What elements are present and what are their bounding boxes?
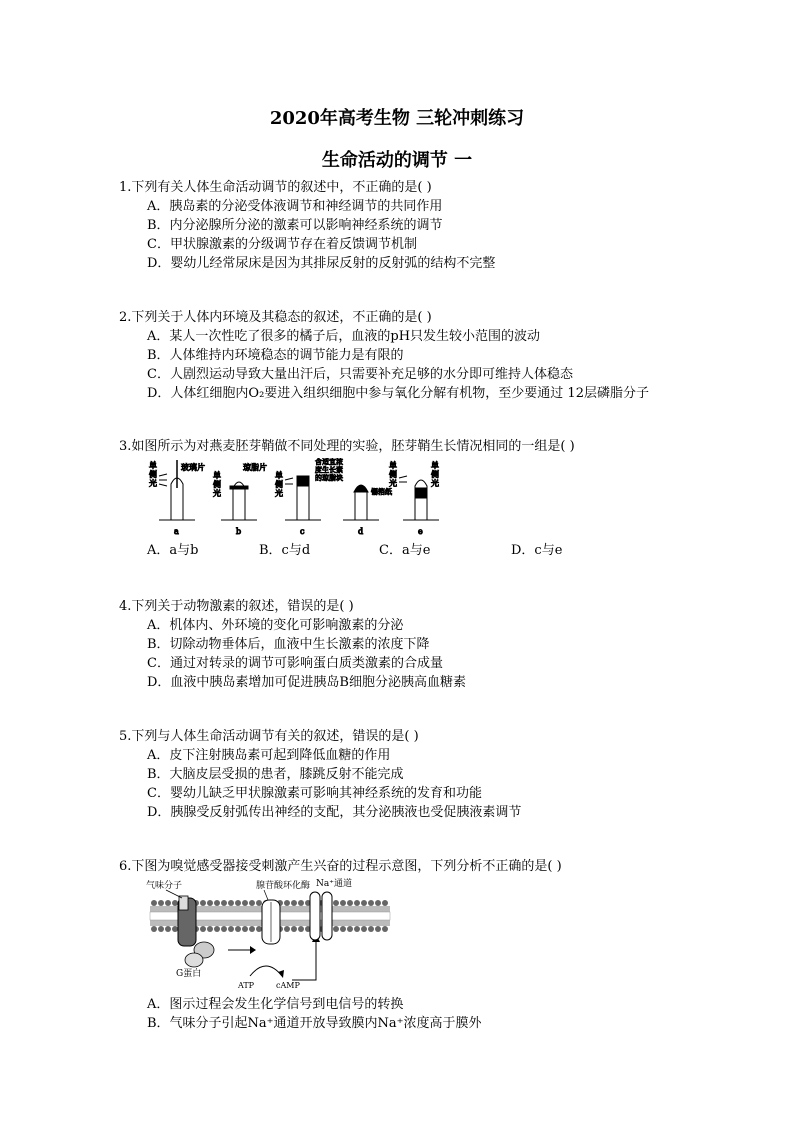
question-stem: 5.下列与人体生命活动调节有关的叙述，错误的是( ): [119, 729, 419, 744]
option-c: C．通过对转录的调节可影响蛋白质类激素的合成量: [147, 656, 443, 671]
lipid-head: [200, 926, 206, 932]
lipid-head: [354, 926, 360, 932]
lipid-head: [228, 900, 234, 906]
svg-text:光: 光: [275, 489, 283, 498]
label-c: c: [300, 527, 305, 536]
svg-text:光: 光: [149, 479, 157, 488]
question-stem: 4.下列关于动物激素的叙述，错误的是( ): [119, 599, 354, 614]
lipid-head: [242, 926, 248, 932]
lipid-head: [291, 900, 297, 906]
lipid-head: [214, 926, 220, 932]
lipid-head: [221, 900, 227, 906]
lipid-head: [347, 900, 353, 906]
olfactory-figure: [146, 876, 396, 994]
option-c: C．人剧烈运动导致大量出汗后，只需要补充足够的水分即可维持人体稳态: [147, 367, 573, 382]
svg-text:度生长素: 度生长素: [315, 466, 343, 474]
svg-text:的琼脂块: 的琼脂块: [315, 474, 343, 482]
na-channel-right: [322, 892, 332, 940]
lipid-head: [361, 900, 367, 906]
page-title: 2020年高考生物 三轮冲刺练习: [269, 108, 525, 129]
odor-label: 气味分子: [146, 881, 183, 891]
question-stem: 3.如图所示为对燕麦胚芽鞘做不同处理的实验，胚芽鞘生长情况相同的一组是( ): [119, 439, 575, 454]
lipid-head: [298, 900, 304, 906]
svg-text:光: 光: [389, 479, 397, 488]
lipid-head: [165, 900, 171, 906]
option-a: A．机体内、外环境的变化可影响激素的分泌: [147, 618, 404, 633]
svg-text:单: 单: [389, 461, 397, 470]
option-c: C．婴幼儿缺乏甲状腺激素可影响其神经系统的发育和功能: [147, 786, 482, 801]
lipid-head: [291, 926, 297, 932]
svg-text:侧: 侧: [389, 470, 397, 479]
question-6-options: [119, 995, 482, 1033]
lipid-head: [361, 926, 367, 932]
lipid-head: [165, 926, 171, 932]
lipid-head: [172, 926, 178, 932]
camp-label: cAMP: [276, 981, 300, 990]
glass-label: 玻璃片: [181, 463, 205, 472]
lipid-head: [235, 900, 241, 906]
option-a: A．某人一次性吃了很多的橘子后，血液的pH只发生较小范围的波动: [147, 329, 541, 344]
agar-label: 琼脂片: [243, 463, 267, 472]
option-b: B．人体维持内环境稳态的调节能力是有限的: [147, 348, 404, 363]
lipid-head: [368, 900, 374, 906]
lipid-head: [158, 900, 164, 906]
lipid-head: [347, 926, 353, 932]
lipid-head: [207, 926, 213, 932]
svg-text:侧: 侧: [213, 480, 221, 489]
lipid-head: [214, 900, 220, 906]
lipid-head: [382, 926, 388, 932]
lipid-head: [333, 900, 339, 906]
option-a: A．图示过程会发生化学信号到电信号的转换: [147, 997, 404, 1012]
option-c: C．甲状腺激素的分级调节存在着反馈调节机制: [147, 237, 417, 252]
atp-label: ATP: [238, 981, 255, 990]
enzyme-label: 腺苷酸环化酶: [256, 881, 311, 891]
lipid-head: [242, 900, 248, 906]
option-b: B．大脑皮层受损的患者，膝跳反射不能完成: [147, 767, 404, 782]
lipid-head: [249, 926, 255, 932]
svg-text:光: 光: [431, 479, 439, 488]
label-a: a: [174, 527, 179, 536]
svg-text:单: 单: [213, 471, 221, 480]
lipid-head: [298, 926, 304, 932]
question-3: [119, 437, 575, 456]
svg-text:侧: 侧: [275, 480, 283, 489]
question-3-options: [119, 541, 562, 560]
option-b: B．切除动物垂体后，血液中生长激素的浓度下降: [147, 637, 430, 652]
foil-label: 锡箔纸: [371, 488, 392, 496]
question-5: [119, 727, 521, 822]
lipid-head: [368, 926, 374, 932]
lipid-head: [151, 926, 157, 932]
lipid-head: [333, 926, 339, 932]
svg-text:单: 单: [275, 471, 283, 480]
question-6: [119, 857, 562, 876]
question-4: [119, 597, 466, 692]
lipid-head: [228, 926, 234, 932]
gprotein-label: G蛋白: [176, 969, 202, 979]
lipid-head: [172, 900, 178, 906]
lipid-head: [284, 926, 290, 932]
lipid-head: [256, 900, 262, 906]
lipid-head: [382, 900, 388, 906]
lipid-head: [207, 900, 213, 906]
lipid-head: [200, 900, 206, 906]
lipid-head: [158, 926, 164, 932]
lipid-head: [249, 900, 255, 906]
label-d: d: [358, 527, 364, 536]
question-stem: 6.下图为嗅觉感受器接受刺激产生兴奋的过程示意图，下列分析不正确的是( ): [119, 859, 562, 874]
odor-molecule: [179, 896, 188, 910]
svg-text:侧: 侧: [431, 470, 439, 479]
coleoptile-figure: [145, 458, 445, 538]
option-d: D．胰腺受反射弧传出神经的支配，其分泌胰液也受促胰液素调节: [147, 805, 522, 820]
option-d: D．婴幼儿经常尿床是因为其排尿反射的反射弧的结构不完整: [147, 256, 496, 271]
question-2: [119, 308, 649, 403]
lipid-head: [284, 900, 290, 906]
option-d: D．人体红细胞内O₂要进入组织细胞中参与氧化分解有机物，至少要通过 12层磷脂分子: [147, 386, 649, 401]
light-label-a: 单: [149, 461, 157, 470]
label-e: e: [418, 527, 423, 536]
lipid-head: [375, 926, 381, 932]
lipid-head: [340, 926, 346, 932]
lipid-head: [235, 926, 241, 932]
option-d: D．c与e: [511, 543, 563, 558]
option-a: A．胰岛素的分泌受体液调节和神经调节的共同作用: [147, 199, 443, 214]
label-b: b: [236, 527, 242, 536]
option-c: C．a与e: [379, 543, 431, 558]
option-a: A．皮下注射胰岛素可起到降低血糖的作用: [147, 748, 391, 763]
question-stem: 1.下列有关人体生命活动调节的叙述中，不正确的是( ): [119, 180, 432, 195]
svg-text:含适宜浓: 含适宜浓: [315, 458, 343, 466]
question-stem: 2.下列关于人体内环境及其稳态的叙述，不正确的是( ): [119, 310, 432, 325]
option-b: B．c与d: [259, 543, 311, 558]
lipid-head: [256, 926, 262, 932]
option-a: A．a与b: [147, 543, 199, 558]
na-channel-left: [310, 892, 320, 940]
lipid-head: [221, 926, 227, 932]
lipid-head: [375, 900, 381, 906]
svg-text:单: 单: [431, 461, 439, 470]
svg-text:侧: 侧: [149, 470, 157, 479]
option-b: B．内分泌腺所分泌的激素可以影响神经系统的调节: [147, 218, 443, 233]
channel-label: Na⁺通道: [316, 879, 352, 889]
lipid-head: [340, 900, 346, 906]
question-1: [119, 178, 495, 273]
option-d: D．血液中胰岛素增加可促进胰岛B细胞分泌胰高血糖素: [147, 675, 466, 690]
lipid-head: [354, 900, 360, 906]
lipid-head: [151, 900, 157, 906]
option-b: B．气味分子引起Na⁺通道开放导致膜内Na⁺浓度高于膜外: [147, 1016, 482, 1031]
svg-text:光: 光: [213, 489, 221, 498]
page-subtitle: 生命活动的调节 一: [321, 150, 473, 171]
